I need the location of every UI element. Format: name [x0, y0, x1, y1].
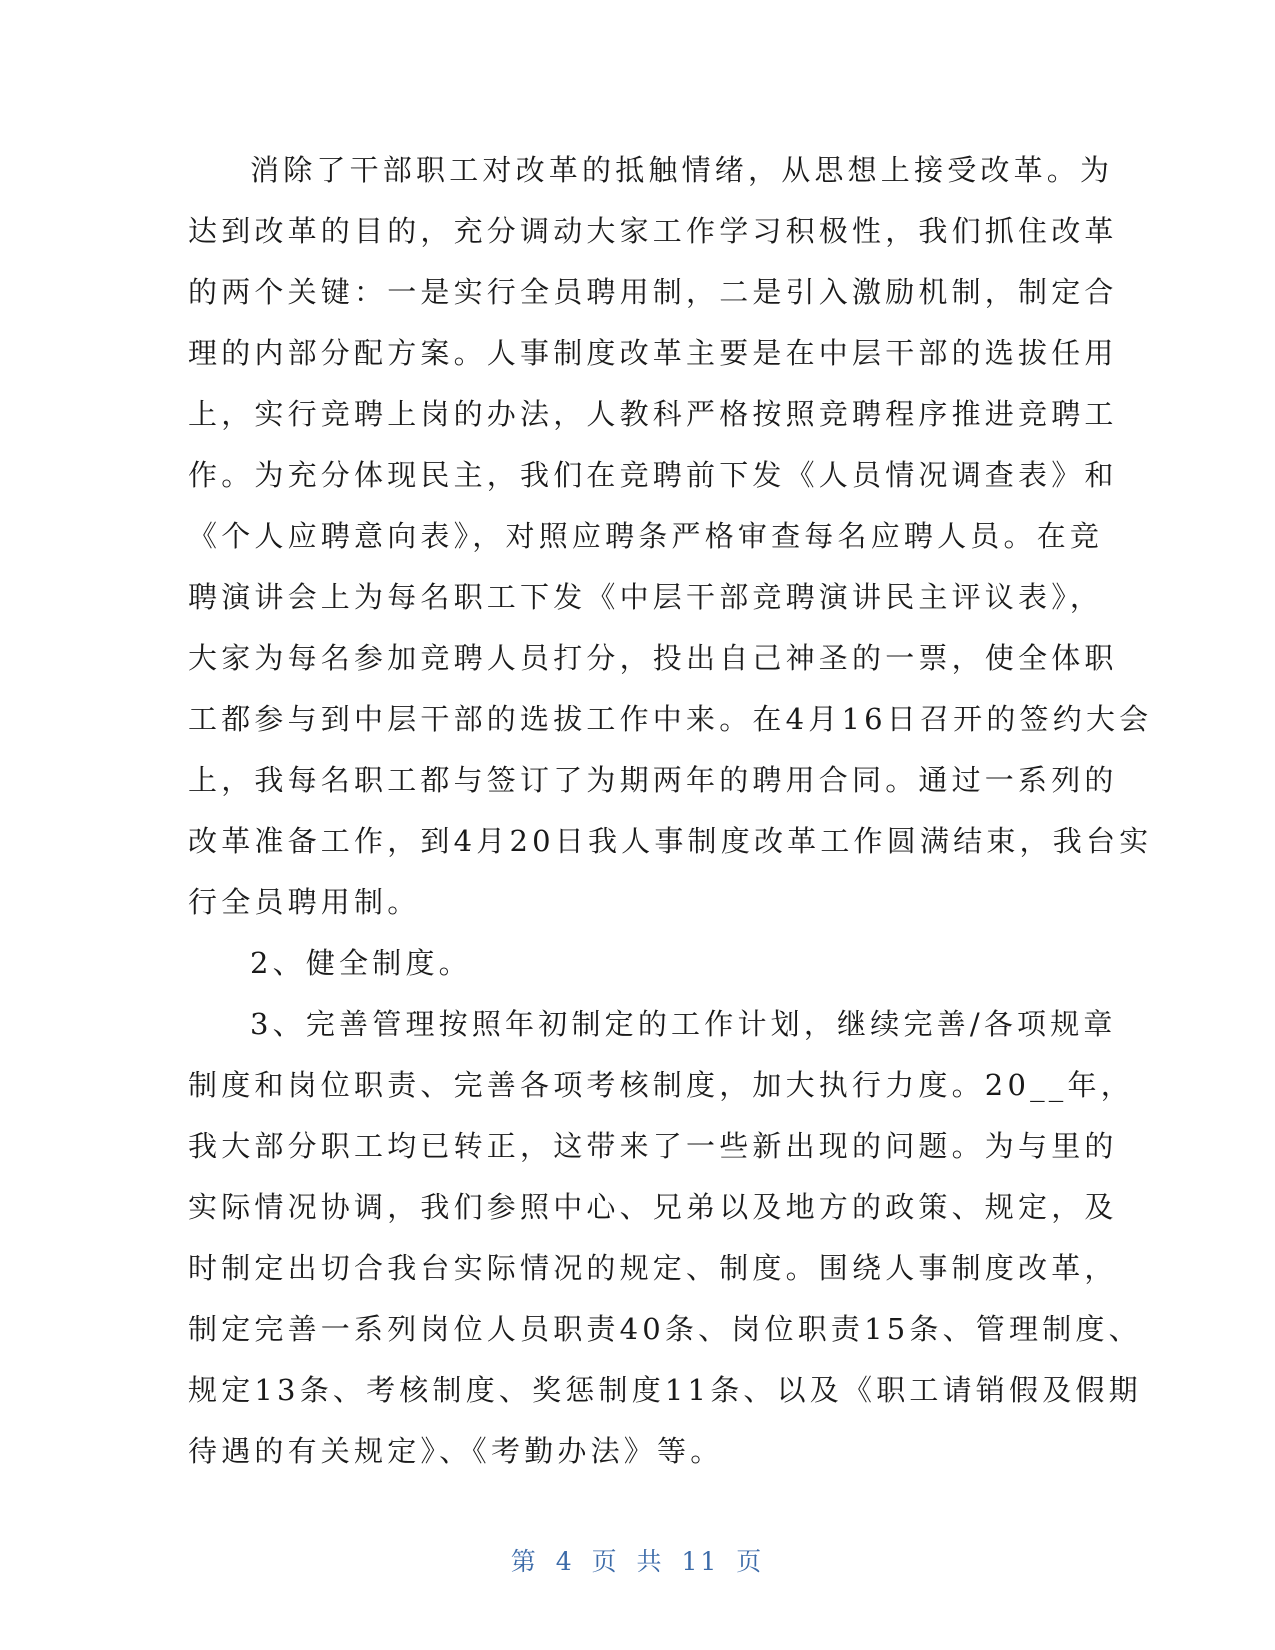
paragraph-line: 实际情况协调，我们参照中心、兄弟以及地方的政策、规定，及 [188, 1190, 1118, 1224]
paragraph-line: 制定完善一系列岗位人员职责40条、岗位职责15条、管理制度、 [188, 1312, 1142, 1346]
paragraph-line: 理的内部分配方案。人事制度改革主要是在中层干部的选拔任用 [188, 336, 1118, 370]
paragraph-line: 我大部分职工均已转正，这带来了一些新出现的问题。为与里的 [188, 1129, 1118, 1163]
paragraph-line: 上，实行竞聘上岗的办法，人教科严格按照竞聘程序推进竞聘工 [188, 397, 1118, 431]
paragraph-line: 待遇的有关规定》、《考勤办法》等。 [188, 1434, 724, 1468]
paragraph-line: 改革准备工作，到4月20日我人事制度改革工作圆满结束，我台实 [188, 824, 1153, 858]
paragraph-line: 消除了干部职工对改革的抵触情绪，从思想上接受改革。为 [250, 153, 1114, 187]
paragraph-line: 行全员聘用制。 [188, 885, 421, 919]
paragraph-line: 3、完善管理按照年初制定的工作计划，继续完善/各项规章 [250, 1007, 1117, 1041]
paragraph-line: 大家为每名参加竞聘人员打分，投出自己神圣的一票，使全体职 [188, 641, 1118, 675]
document-body [188, 140, 1153, 1482]
paragraph-line: 《个人应聘意向表》，对照应聘条严格审查每名应聘人员。在竞 [188, 519, 1104, 553]
paragraph-line: 聘演讲会上为每名职工下发《中层干部竞聘演讲民主评议表》， [188, 580, 1104, 614]
paragraph-line: 作。为充分体现民主，我们在竞聘前下发《人员情况调查表》和 [188, 458, 1118, 492]
paragraph-line: 规定13条、考核制度、奖惩制度11条、以及《职工请销假及假期 [188, 1373, 1142, 1407]
paragraph-line: 达到改革的目的，充分调动大家工作学习积极性，我们抓住改革 [188, 214, 1118, 248]
paragraph-line: 上，我每名职工都与签订了为期两年的聘用合同。通过一系列的 [188, 763, 1118, 797]
section-heading: 2、健全制度。 [250, 946, 472, 980]
page-number-footer: 第 4 页 共 11 页 [510, 1547, 765, 1576]
paragraph-line: 制度和岗位职责、完善各项考核制度，加大执行力度。20__年， [188, 1068, 1134, 1102]
paragraph-line: 的两个关键：一是实行全员聘用制，二是引入激励机制，制定合 [188, 275, 1118, 309]
paragraph-line: 工都参与到中层干部的选拔工作中来。在4月16日召开的签约大会 [188, 702, 1153, 736]
paragraph-line: 时制定出切合我台实际情况的规定、制度。围绕人事制度改革， [188, 1251, 1118, 1285]
